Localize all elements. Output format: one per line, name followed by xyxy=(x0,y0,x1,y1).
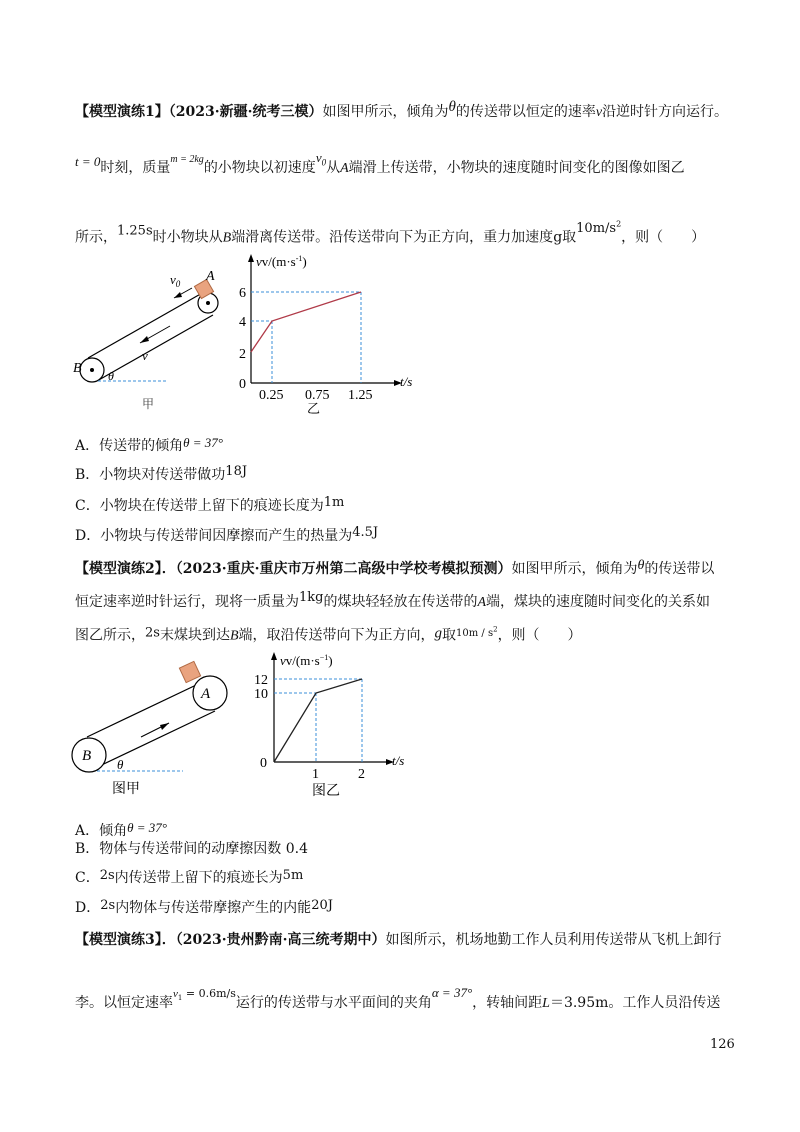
p1-text: 端滑离传送带。沿传送带向下为正方向，重力加速度 xyxy=(231,229,554,246)
p1-caption-jia: 甲 xyxy=(142,397,155,411)
p3-text: 如图所示，机场地勤工作人员利用传送带从飞机上卸行 xyxy=(385,932,722,948)
p1-v0-label: $v_0$ xyxy=(170,272,181,289)
p2-ytick: 0 xyxy=(260,756,267,771)
p3-line2 xyxy=(75,983,720,1014)
p2-A: A xyxy=(477,595,487,610)
p2-tag: 【模型演练2】 xyxy=(75,561,162,577)
p2-ytick: 12 xyxy=(254,673,268,688)
p2-text: ，则（ ） xyxy=(497,627,582,644)
p2-text: 末煤块到达 xyxy=(159,627,230,644)
p1-text: 取 xyxy=(562,229,577,246)
p1-source: （2023·新疆·统考三模） xyxy=(168,104,323,120)
p2-line2 xyxy=(75,588,710,613)
p2-label-A: A xyxy=(201,686,211,702)
p2-text: 取 xyxy=(442,627,457,644)
p1-ytick: 0 xyxy=(239,377,246,392)
p1-text: 所示， xyxy=(75,229,117,246)
p1-text: 如图甲所示，倾角为 xyxy=(322,104,449,120)
p3-tag: 【模型演练3】 xyxy=(75,932,162,948)
p3-line1 xyxy=(75,930,721,950)
p2-vt-line xyxy=(274,679,362,762)
p3-text: 运行的传送带与水平面间的夹角 xyxy=(235,995,432,1011)
p2-label-B: B xyxy=(82,748,92,764)
p1-text: 沿逆时针方向运行。 xyxy=(602,104,729,120)
p1-line1 xyxy=(75,97,728,123)
p1-ytick: 2 xyxy=(239,347,246,362)
p1-text: 的小物块以初速度 xyxy=(203,160,316,176)
p1-v0: $v_0$ xyxy=(315,150,327,168)
p1-v: v xyxy=(595,105,603,120)
p2-source: （2023·重庆·重庆市万州第二高级中学校考模拟预测） xyxy=(175,561,512,577)
p2-t2: 2s xyxy=(145,625,160,641)
p1-option-d: D．小物块与传送带间因摩擦而产生的热量为4.5J xyxy=(75,525,379,544)
p1-t0: t = 0 xyxy=(75,154,101,169)
p2-option-d: D．2s内物体与传送带摩擦产生的内能20J xyxy=(75,898,333,916)
p1-ytick: 4 xyxy=(239,315,246,330)
p1-gval: $10m/s^2$ xyxy=(576,220,622,237)
p2-mass: 1kg xyxy=(299,590,324,605)
p3-source: （2023·贵州黔南·高三统考期中） xyxy=(175,932,386,948)
p1-vt-line xyxy=(251,292,361,352)
p1-B: B xyxy=(222,230,232,246)
p2-g: g xyxy=(434,625,443,642)
p1-ytick: 6 xyxy=(239,286,246,301)
p2-label-theta: θ xyxy=(117,757,124,772)
p2-B: B xyxy=(229,628,239,644)
p2-ylabel: $vv/(m\cdot s^{-1})$ xyxy=(280,653,333,668)
p1-text: 时小物块从 xyxy=(152,229,223,246)
p1-text: 端滑上传送带，小物块的速度随时间变化的图像如图乙 xyxy=(348,160,685,176)
p1-label-A: A xyxy=(206,269,215,284)
p2-figure-jia xyxy=(65,655,245,805)
p2-option-a: A．倾角θ = 37° xyxy=(75,820,167,839)
p1-line3 xyxy=(75,215,705,248)
p1-xtick: 0.25 xyxy=(259,388,284,403)
p3-dot: ． xyxy=(161,932,176,948)
p1-option-a: A．传送带的倾角θ = 37° xyxy=(75,435,223,454)
page-number: 126 xyxy=(710,1037,735,1052)
p2-text: 端，取沿传送带向下为正方向， xyxy=(238,627,435,644)
p1-text: 的传送带以恒定的速率 xyxy=(455,104,596,120)
p1-g: g xyxy=(553,229,563,246)
p3-v1: v1 = 0.6m/s xyxy=(173,987,236,1003)
p1-xtick: 0.75 xyxy=(305,388,330,403)
p3-L: L xyxy=(542,996,550,1011)
p2-text: 恒定速率逆时针运行，现将一质量为 xyxy=(75,594,299,610)
p1-option-b: B．小物块对传送带做功18J xyxy=(75,464,248,483)
p1-A: A xyxy=(340,161,349,176)
p3-text: ＝3.95m。工作人员沿传送 xyxy=(549,995,721,1011)
p2-caption-yi: 图乙 xyxy=(312,784,340,799)
p2-line3 xyxy=(75,620,582,646)
p2-text: 图乙所示， xyxy=(75,627,145,644)
p1-figure-yi xyxy=(228,250,428,425)
p1-option-c: C．小物块在传送带上留下的痕迹长度为1m xyxy=(75,495,345,514)
p1-theta: θ xyxy=(448,99,456,115)
p1-xtick: 1.25 xyxy=(348,388,373,403)
p2-line1 xyxy=(75,556,714,579)
p2-xlabel: t/s xyxy=(392,753,405,768)
p1-text: 时刻，质量 xyxy=(100,160,171,176)
p3-text: ，转轴间距 xyxy=(472,995,543,1011)
p1-label-v: v xyxy=(142,348,148,363)
p2-figure-yi xyxy=(250,645,420,805)
p3-text: 李。以恒定速率 xyxy=(75,995,173,1011)
p2-option-b: B．物体与传送带间的动摩擦因数 0.4 xyxy=(75,841,309,857)
p1-text: 从 xyxy=(326,160,341,176)
p1-line2 xyxy=(75,148,685,179)
p3-alpha: α = 37° xyxy=(431,985,473,1000)
p2-option-c: C．2s内传送带上留下的痕迹长为5m xyxy=(75,868,304,886)
p1-tag: 【模型演练1】 xyxy=(75,104,169,120)
p1-xlabel: t/s xyxy=(400,374,413,389)
p2-ytick: 10 xyxy=(254,687,268,702)
p2-text: 如图甲所示，倾角为 xyxy=(511,561,638,577)
p2-text: 端，煤块的速度随时间变化的关系如 xyxy=(486,594,711,610)
p1-ylabel: $vv/(m\cdot s^{-1})$ xyxy=(256,254,307,269)
p2-block xyxy=(179,661,200,682)
p1-label-theta: θ xyxy=(108,369,114,383)
p1-mass: m = 2kg xyxy=(170,154,204,165)
p2-gval: 10m / s2 xyxy=(456,626,498,640)
p1-text: ，则（ ） xyxy=(621,229,706,246)
p2-caption-jia: 图甲 xyxy=(112,782,140,797)
p1-figure-jia xyxy=(70,260,240,420)
p1-caption-yi: 乙 xyxy=(307,401,321,416)
p1-label-B: B xyxy=(73,361,82,376)
p1-t125: 1.25s xyxy=(117,223,153,239)
p2-dot: ． xyxy=(161,561,176,577)
p2-text: 的传送带以 xyxy=(644,561,715,577)
p2-xtick: 2 xyxy=(358,767,365,782)
p2-text: 的煤块轻轻放在传送带的 xyxy=(323,594,478,610)
p2-xtick: 1 xyxy=(312,767,319,782)
p2-theta: θ xyxy=(637,558,645,573)
